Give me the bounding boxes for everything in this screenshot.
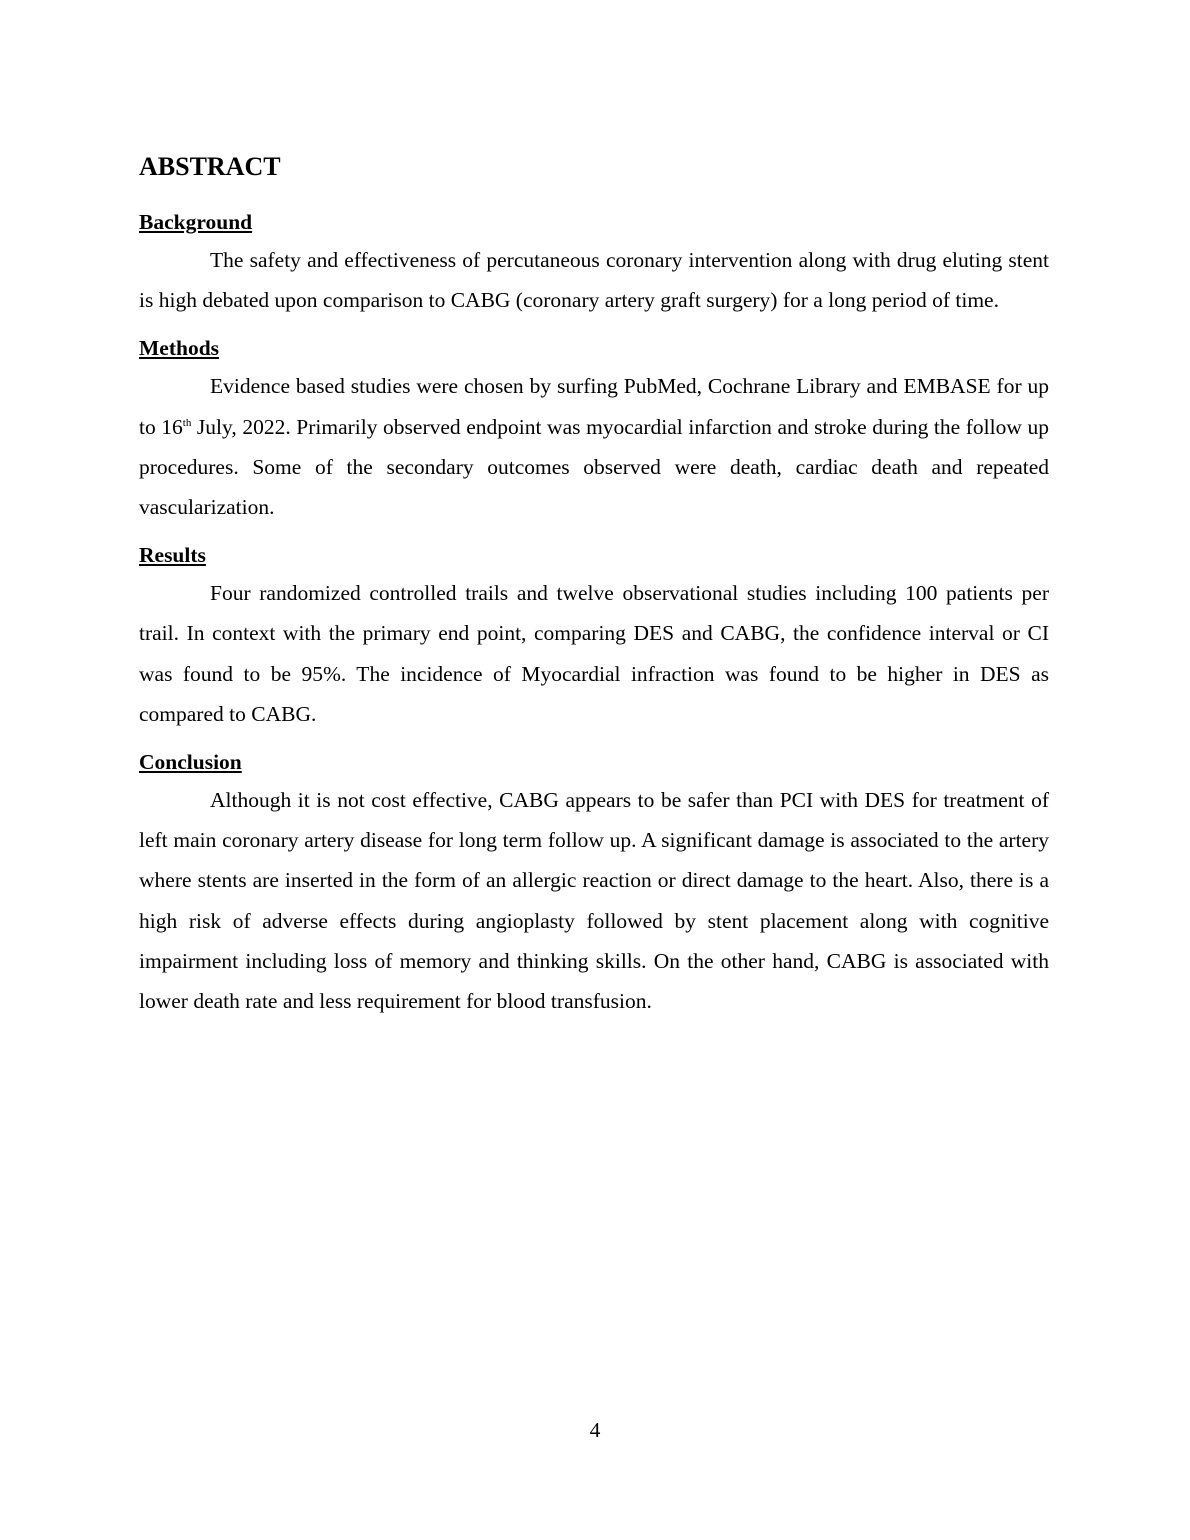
paragraph-results: Four randomized controlled trails and twelve observational studies including 100 patients per trail. In context with the primary end point, comparing DES and CABG, the confidence interval or CI was found to be 95%. The incidence of Myocardial infraction was found to be higher in DES as compared to CABG. — [139, 581, 1049, 726]
paragraph-methods — [139, 366, 1049, 527]
methods-text-part-1: Evidence based studies were chosen by surfing PubMed, Cochrane Library and EMBASE for up to 16 — [139, 374, 1049, 439]
methods-text-part-2: July, 2022. Primarily observed endpoint was myocardial infarction and stroke during the follow up procedures. Some of the secondary outcomes observed were death, cardiac death and repeated vascularization. — [139, 414, 1049, 520]
methods-superscript: th — [182, 416, 192, 429]
paragraph-background: The safety and effectiveness of percutaneous coronary intervention along with drug eluting stent is high debated upon comparison to CABG (coronary artery graft surgery) for a long period of time. — [139, 248, 1049, 313]
section-heading-background: Background — [139, 210, 253, 234]
section-heading-methods: Methods — [139, 336, 220, 361]
paragraph-conclusion: Although it is not cost effective, CABG appears to be safer than PCI with DES for treatment of left main coronary artery disease for long term follow up. A significant damage is associated to the artery where stents are inserted in the form of an allergic reaction or direct damage to the heart. Also, there is a high risk of adverse effects during angioplasty followed by stent placement along with cognitive impairment including loss of memory and thinking skills. On the other hand, CABG is associated with lower death rate and less requirement for blood transfusion. — [139, 788, 1049, 1014]
page-number: 4 — [589, 1418, 601, 1442]
abstract-content — [139, 150, 1049, 1021]
section-heading-conclusion: Conclusion — [139, 750, 242, 775]
section-heading-results: Results — [139, 543, 206, 568]
page-title: ABSTRACT — [139, 152, 281, 181]
